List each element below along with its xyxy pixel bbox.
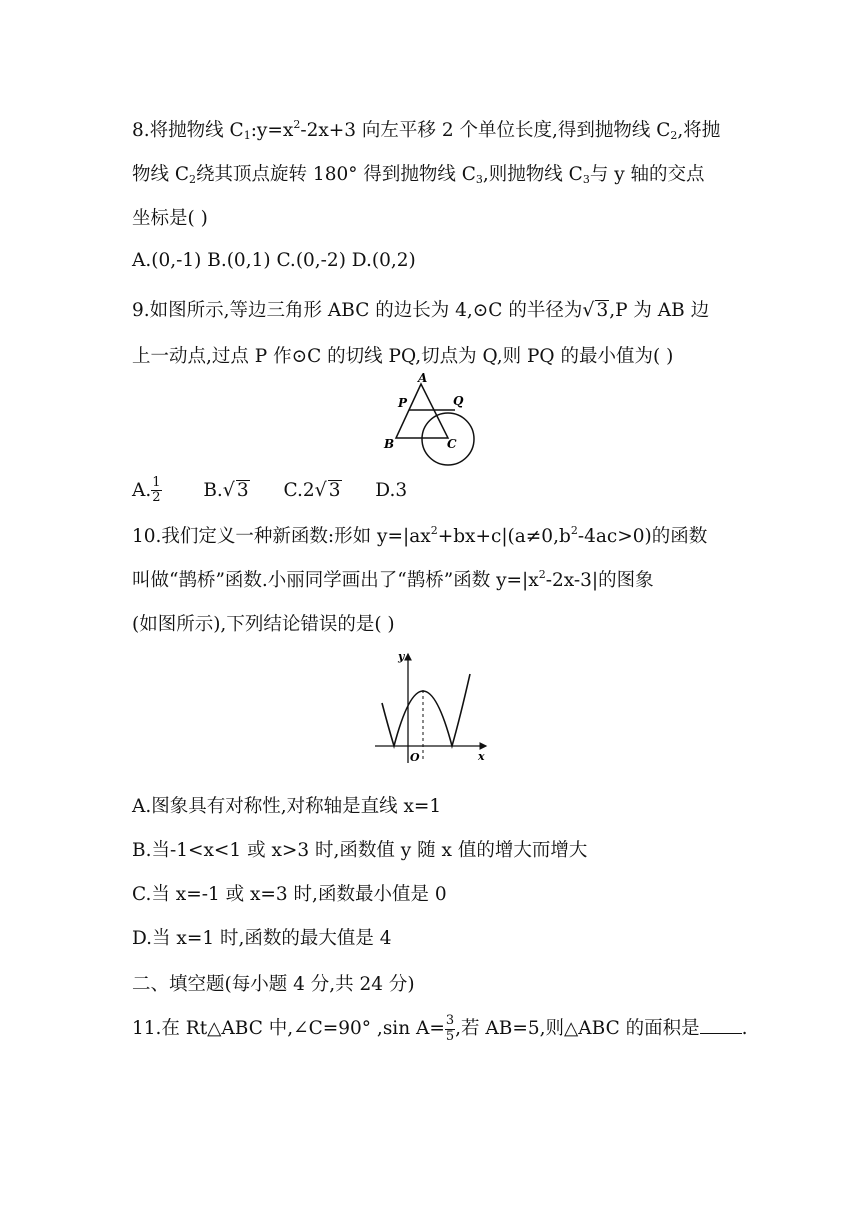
label-y: y — [398, 650, 405, 663]
q9-line-1: 9.如图所示,等边三角形 ABC 的边长为 4,⊙C 的半径为√ 3,P 为 AB 边 — [132, 299, 710, 321]
label-b: B — [384, 437, 395, 451]
q10-line-1: 10.我们定义一种新函数:形如 $y=|ax^2+bx+c|(a\ne 0,b^2-4ac>0)$的函数 — [132, 524, 708, 547]
label-x: x — [478, 750, 485, 763]
q10-option-d: D.当 x=1 时,函数的最大值是 4 — [132, 928, 392, 949]
label-q: Q — [453, 394, 464, 408]
answer-blank[interactable] — [700, 1017, 742, 1034]
q10-option-a: A.图象具有对称性,对称轴是直线 x=1 — [132, 796, 442, 817]
q8-options: A.(0,-1) B.(0,1) C.(0,-2) D.(0,2) — [132, 250, 416, 271]
q10-line-2: 叫做“鹊桥”函数.小丽同学画出了“鹊桥”函数 $y=|x^2-2x-3|$的图象 — [132, 568, 654, 591]
q8-line-3: 坐标是( ) — [132, 208, 208, 229]
curve — [382, 674, 470, 746]
q9-figure-triangle-circle — [378, 372, 488, 468]
label-p: P — [398, 396, 408, 410]
q9-line-2: 上一动点,过点 P 作⊙C 的切线 PQ,切点为 Q,则 PQ 的最小值为( ) — [132, 346, 674, 367]
q11-line-1: 11.在 Rt△ABC 中,∠C=90° ,sin A= $\frac{3}{5}$ ,若 AB=5,则△ABC 的面积是 . — [132, 1013, 748, 1044]
triangle-abc — [396, 384, 448, 438]
label-a: A — [418, 372, 428, 385]
q8-line-2: 物线 $C_2$绕其顶点旋转 180° 得到抛物线 $C_3$,则抛物线 $C_3$与 y 轴的交点 — [132, 164, 705, 186]
q10-option-b: B.当-1<x<1 或 x>3 时,函数值 y 随 x 值的增大而增大 — [132, 840, 588, 861]
label-c: C — [447, 437, 457, 451]
q10-function-graph — [370, 648, 492, 766]
q9-options: A. $\frac{1}{2}$ B.√ 3 C.2√ 3 D.3 — [132, 475, 408, 506]
label-o: O — [410, 751, 420, 764]
q10-line-3: (如图所示),下列结论错误的是( ) — [132, 614, 395, 635]
q8-line-1: 8.将抛物线 $C_1:y=x^2-2x+3$ 向左平移 2 个单位长度,得到抛物线 $C_2$,将抛 — [132, 118, 721, 142]
q10-option-c: C.当 x=-1 或 x=3 时,函数最小值是 0 — [132, 884, 447, 905]
section-2-heading: 二、填空题(每小题 4 分,共 24 分) — [132, 974, 415, 995]
